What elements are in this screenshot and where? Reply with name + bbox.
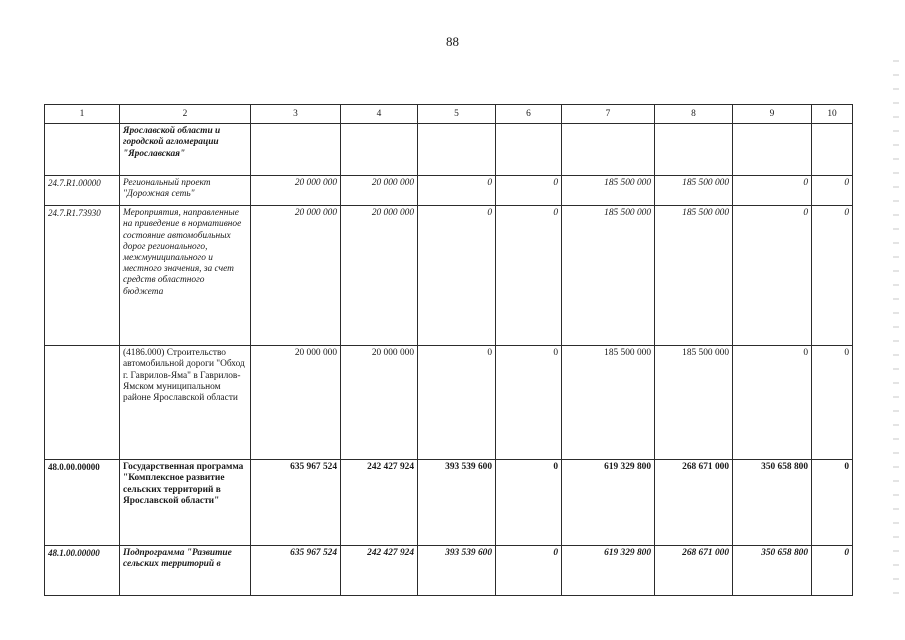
row-code: 48.1.00.00000 [45,546,120,596]
row-value [733,124,812,176]
row-name: Мероприятия, направленные на приведение в нормативное состояние автомобильных дорог регионального, межмуниципального и местного значения, за счет средств областного бюджета [120,206,251,346]
row-value [251,124,341,176]
row-value [418,124,496,176]
row-code [45,346,120,460]
table-row [45,346,853,460]
row-value: 619 329 800 [562,460,655,546]
row-value: 0 [733,346,812,460]
table-row [45,460,853,546]
row-value: 185 500 000 [655,206,733,346]
row-value: 185 500 000 [562,346,655,460]
row-value: 0 [812,460,853,546]
row-value: 393 539 600 [418,460,496,546]
row-value: 20 000 000 [251,176,341,206]
row-value: 20 000 000 [341,176,418,206]
table-row [45,206,853,346]
row-value: 0 [733,206,812,346]
table-row [45,124,853,176]
column-header: 8 [655,105,733,124]
column-header: 7 [562,105,655,124]
row-name: (4186.000) Строительство автомобильной дороги "Обход г. Гаврилов-Яма" в Гаврилов-Ямском муниципальном районе Ярославской области [120,346,251,460]
row-value: 0 [812,346,853,460]
row-value [496,124,562,176]
row-value: 242 427 924 [341,460,418,546]
column-header: 10 [812,105,853,124]
column-header: 5 [418,105,496,124]
row-value: 20 000 000 [251,206,341,346]
row-value: 242 427 924 [341,546,418,596]
table-row [45,176,853,206]
column-header: 1 [45,105,120,124]
row-value [562,124,655,176]
row-value: 0 [812,176,853,206]
row-value [655,124,733,176]
row-value: 185 500 000 [655,346,733,460]
row-value: 0 [418,176,496,206]
column-header: 3 [251,105,341,124]
row-value: 0 [418,206,496,346]
row-value: 268 671 000 [655,460,733,546]
row-value: 185 500 000 [562,176,655,206]
row-code: 48.0.00.00000 [45,460,120,546]
row-name: Подпрограмма "Развитие сельских территорий в [120,546,251,596]
scan-artifact [893,60,899,600]
row-value: 0 [812,546,853,596]
row-value: 635 967 524 [251,546,341,596]
row-value: 185 500 000 [562,206,655,346]
row-value: 20 000 000 [341,346,418,460]
row-value: 619 329 800 [562,546,655,596]
row-code [45,124,120,176]
column-header: 4 [341,105,418,124]
row-value [812,124,853,176]
page-number: 88 [446,34,459,49]
row-code: 24.7.R1.73930 [45,206,120,346]
row-value: 185 500 000 [655,176,733,206]
column-header: 6 [496,105,562,124]
row-value: 350 658 800 [733,546,812,596]
row-value: 20 000 000 [251,346,341,460]
row-value: 0 [496,546,562,596]
row-value: 268 671 000 [655,546,733,596]
row-value: 350 658 800 [733,460,812,546]
row-name: Ярославской области и городской агломерации "Ярославская" [120,124,251,176]
row-value: 20 000 000 [341,206,418,346]
row-value: 0 [812,206,853,346]
row-value: 393 539 600 [418,546,496,596]
table-header-row [45,105,853,124]
row-value: 635 967 524 [251,460,341,546]
row-value [341,124,418,176]
column-header: 2 [120,105,251,124]
row-value: 0 [496,346,562,460]
row-value: 0 [496,460,562,546]
row-name: Региональный проект "Дорожная сеть" [120,176,251,206]
row-name: Государственная программа "Комплексное развитие сельских территорий в Ярославской области" [120,460,251,546]
row-code: 24.7.R1.00000 [45,176,120,206]
column-header: 9 [733,105,812,124]
row-value: 0 [496,176,562,206]
row-value: 0 [733,176,812,206]
table-row [45,546,853,596]
budget-table [44,104,853,596]
row-value: 0 [418,346,496,460]
row-value: 0 [496,206,562,346]
